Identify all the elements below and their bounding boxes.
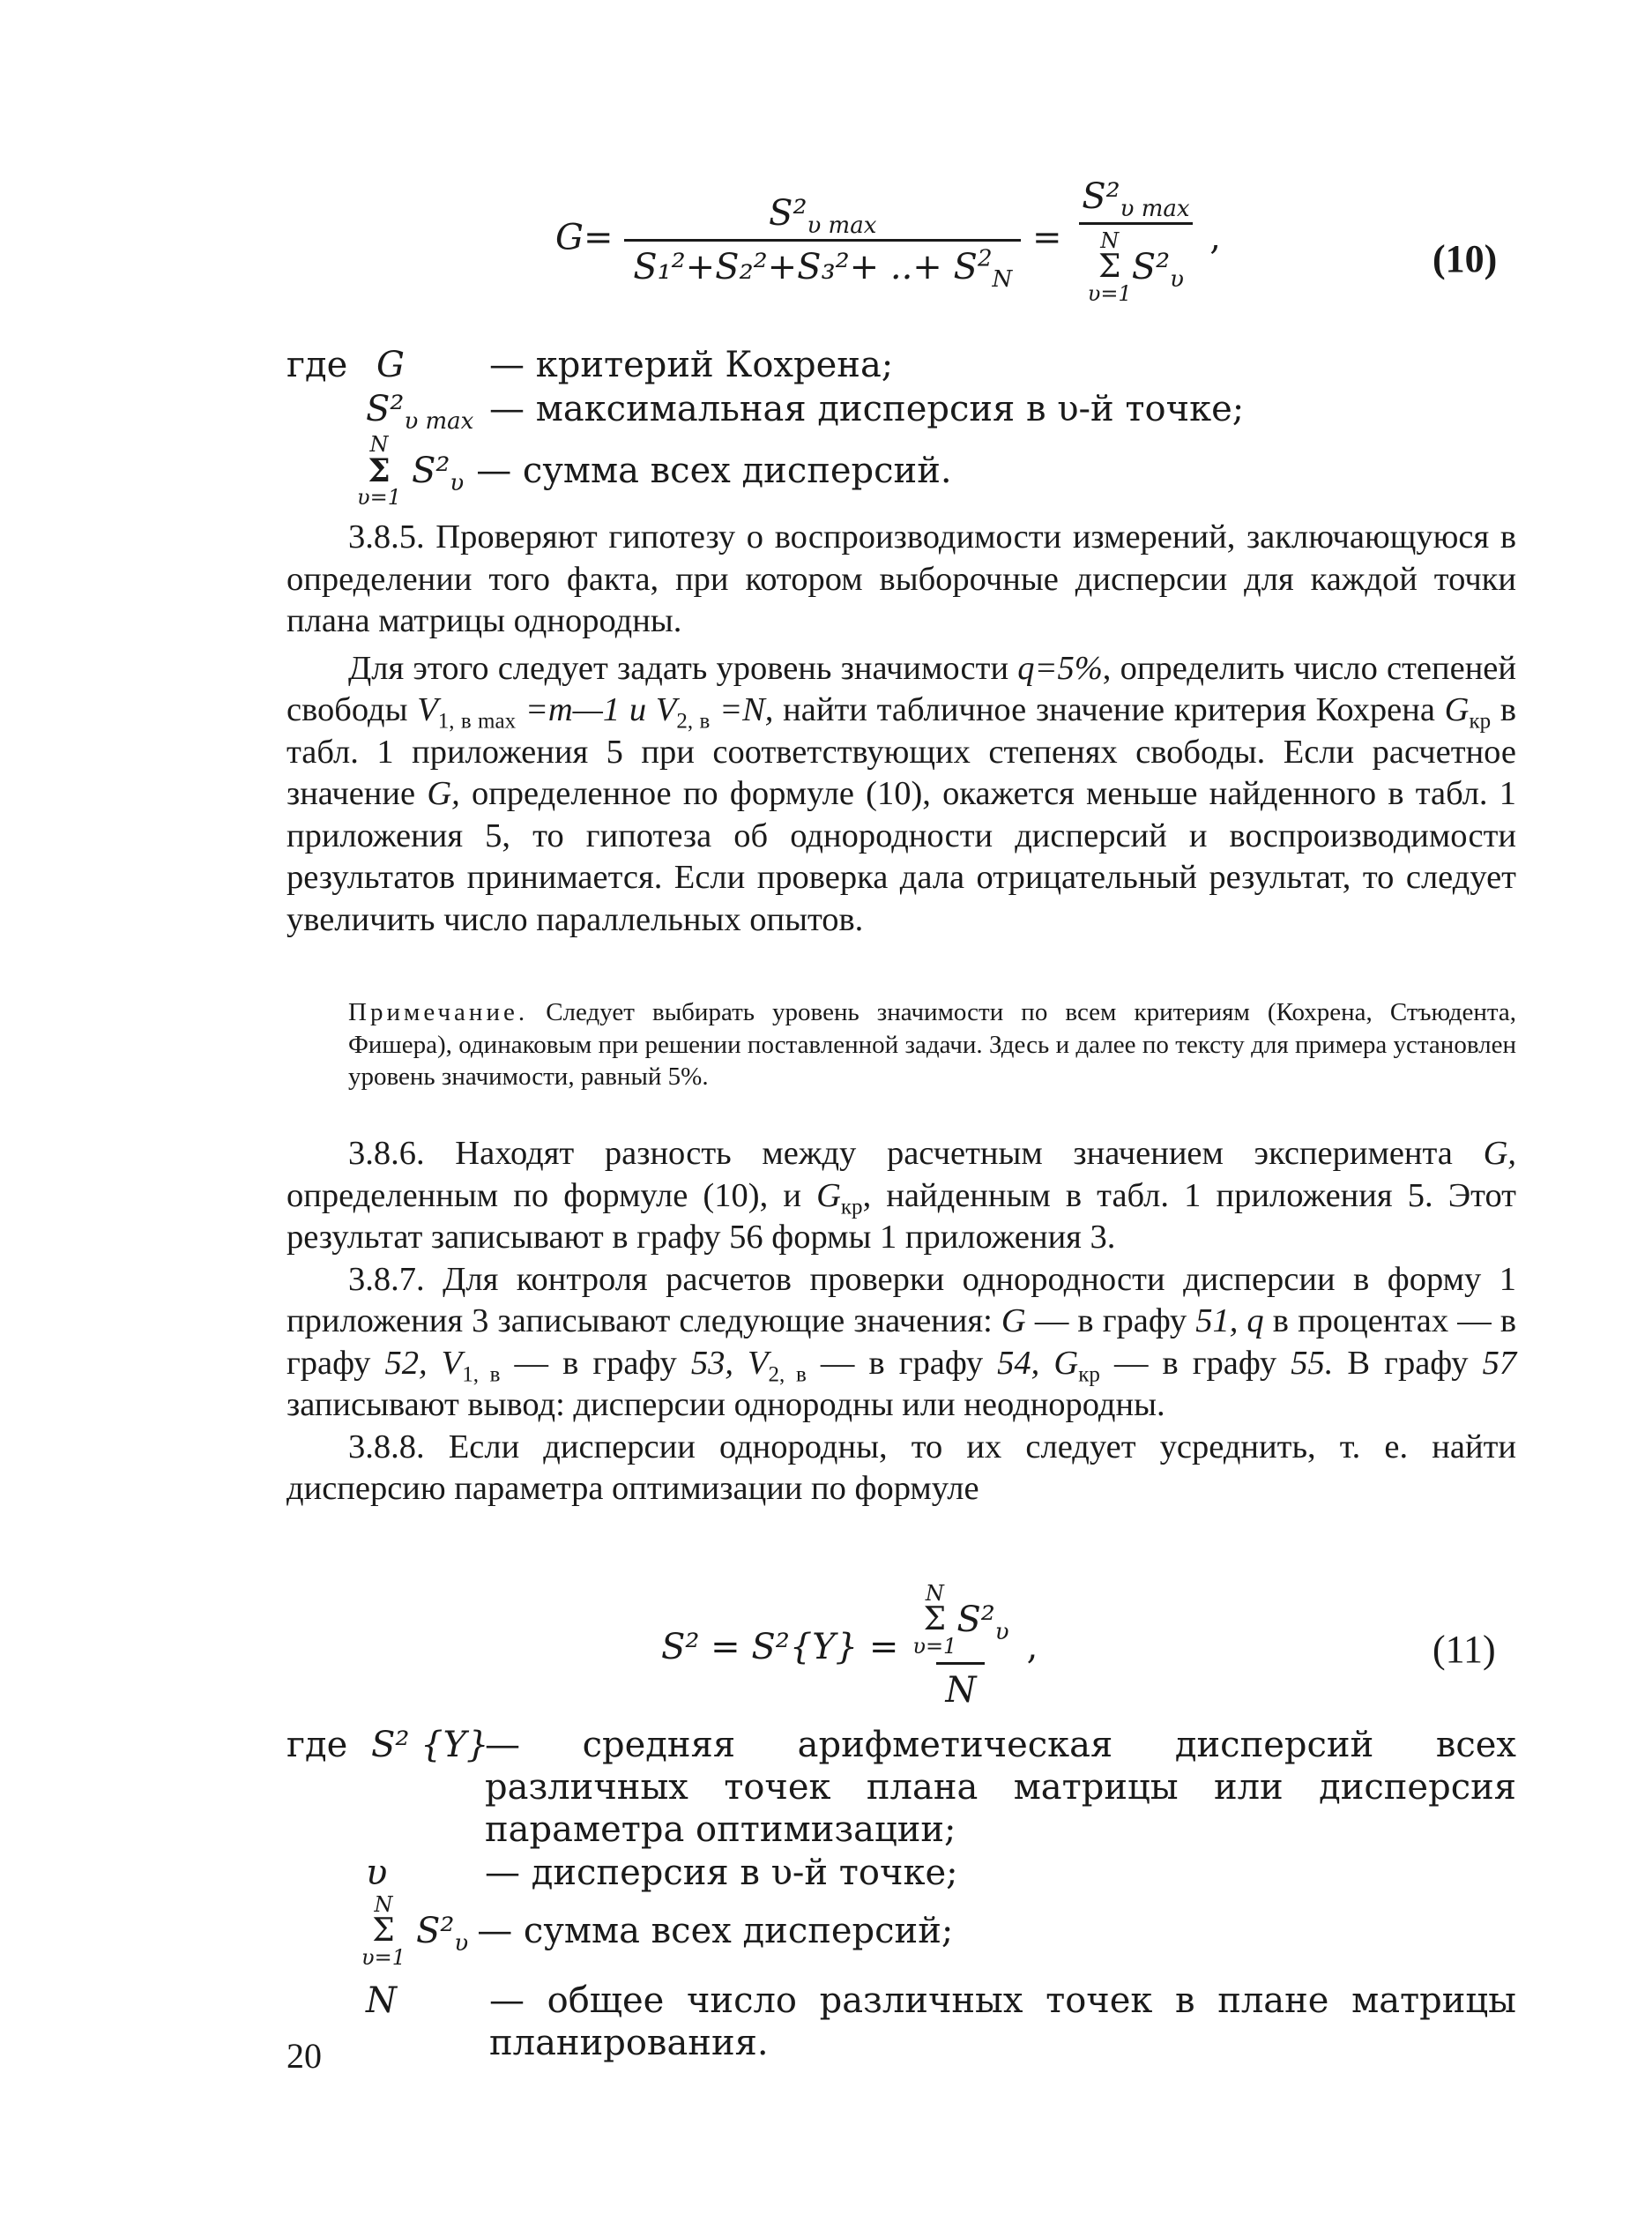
formula11-fraction: N Σ υ=1 $S^2_\upsilon$ N [912, 1581, 1009, 1711]
note-label: Примечание. [348, 998, 529, 1026]
equation-number-10: (10) [1432, 237, 1498, 280]
formula-11: S² = S²{Y} = N Σ υ=1 $S^2_\upsilon$ N , [661, 1581, 1038, 1711]
section-3-8-5 [286, 517, 1516, 941]
formula10-rhs-fraction: $S^2_{\upsilon max}$ N Σ υ=1 $S^2_\upsilon$ [1073, 176, 1198, 304]
def-v: υ — дисперсия в υ-й точке; [366, 1853, 958, 1893]
note-text: Следует выбирать уровень значимости по всем критериям (Кохрена, Стъюдента, Фишера), одинаковым при решении поставленной задачи. Здесь и далее по тексту для примера установлен уровень значимости, равный 5%. [348, 998, 1516, 1091]
def-smax: $S^2_{\upsilon max}$ — максимальная дисперсия в υ-й точке; [366, 389, 1245, 435]
equation-number-11: (11) [1432, 1628, 1496, 1671]
paragraph-3-8-8: 3.8.8. Если дисперсии однородны, то их следует усреднить, т. е. найти дисперсию параметра оптимизации по формуле [286, 1428, 1516, 1507]
paragraph-3-8-5-cont: Для этого следует задать уровень значимости q=5%, определить число степеней свободы $V_{1, в max}$ =m—1 и $V_{2, в} =N$, найти табличное значение критерия Кохрена $G_{кр}$ в табл. 1 приложения 5 при соответствующих степенях свободы. Если расчетное значение G, определенное по формуле (10), окажется меньше найденного в табл. 1 приложения 5, то гипотеза об однородности дисперсий и воспроизводимости результатов принимается. Если проверка дала отрицательный результат, то следует увеличить число параллельных опытов. [286, 649, 1517, 938]
formula10-fraction: $\frac{S^2_{\upsilon max}}{S_1^2+S_2^2+S_3^2+ ..+ S^2_N}$ [624, 193, 1021, 287]
def-sum-11: N Σ υ=1 $S^2_\upsilon$ — сумма всех дисперсий; [361, 1892, 954, 1970]
formula-10: G= $\frac{S^2_{\upsilon max}}{S_1^2+S_2^2+S_3^2+ ..+ S^2_N}$ = $S^2_{\upsilon max}$ N Σ υ=1 $S^2_\upsilon$ , [555, 176, 1221, 306]
def-g: где G — критерий Кохрена; [286, 345, 894, 385]
note-block [348, 996, 1516, 1093]
page-number: 20 [286, 2036, 322, 2076]
formula10-sum: N Σ υ=1 [1087, 228, 1132, 306]
paragraph-3-8-7: 3.8.7. Для контроля расчетов проверки однородности дисперсии в форму 1 приложения 3 записывают следующие значения: G — в графу 51, q в процентах — в графу 52, $V_{1, в}$ — в графу 53, $V_{2, в}$ — в графу 54, $G_{кр}$ — в графу 55. В графу 57 записывают вывод: дисперсии однородны или неоднородны. [286, 1260, 1517, 1423]
section-3-8-6-to-8 [286, 1133, 1516, 1510]
def-s2y: где S² {Y} — средняя арифметическая дисперсий всех различных точек плана матрицы или дисперсия параметра оптимизации; [286, 1725, 1516, 1850]
paragraph-3-8-5: 3.8.5. Проверяют гипотезу о воспроизводимости измерений, заключающуюся в определении того факта, при котором выборочные дисперсии для каждой точки плана матрицы однородны. [286, 518, 1516, 639]
formula10-lhs: G [555, 217, 584, 258]
def-sum: N Σ υ=1 $S^2_\upsilon$ — сумма всех дисперсий. [357, 432, 952, 510]
paragraph-3-8-6: 3.8.6. Находят разность между расчетным значением эксперимента G, определенным по формуле (10), и $G_{кр}$, найденным в табл. 1 приложения 5. Этот результат записывают в графу 56 формы 1 приложения 3. [286, 1135, 1517, 1256]
def-n: N — общее число различных точек в плане матрицы планирования. [366, 1980, 1516, 2063]
